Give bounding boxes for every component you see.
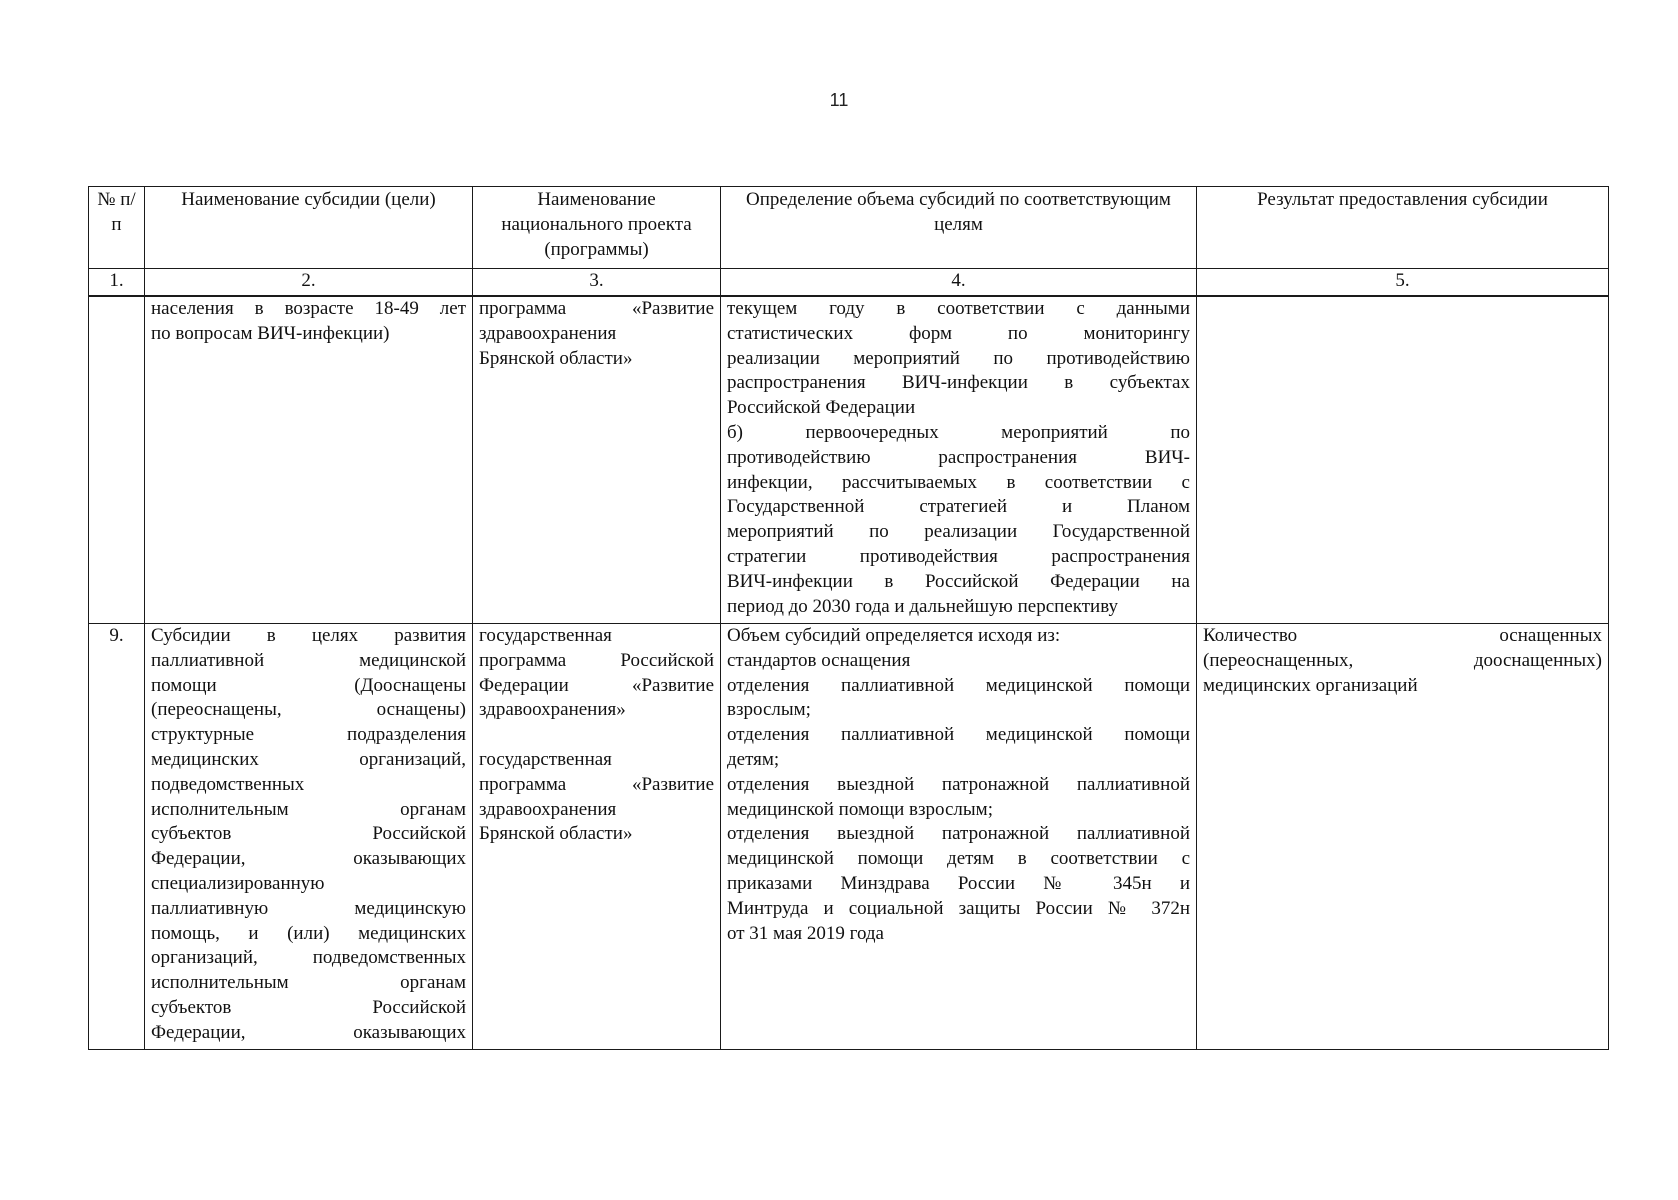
text-line: исполнительным органам [151,798,466,820]
text-line: детям; [727,748,780,770]
text-line: реализации мероприятий по противодействию [727,347,1190,369]
text-line: помощи (Дооснащены [151,674,466,696]
column-number: 3. [473,269,721,297]
text-line: Брянской области» [479,347,633,369]
text-line: подведомственных [151,773,305,795]
text-line: период до 2030 года и дальнейшую перспективу [727,595,1119,617]
column-number: 2. [145,269,473,297]
header-subsidy-name: Наименование субсидии (цели) [145,187,473,269]
text-line: здравоохранения [479,322,617,344]
text-line: Федерации «Развитие [479,674,714,696]
text-line: Федерации, оказывающих [151,1021,466,1043]
text-line: стандартов оснащения [727,649,911,671]
text-line: приказами Минздрава России № 345н и [727,872,1190,894]
text-line: здравоохранения» [479,699,626,721]
table-row [89,624,1609,1050]
header-volume-definition: Определение объема субсидий по соответствующим целям [721,187,1197,269]
row-number [89,296,145,624]
text-line: субъектов Российской [151,996,466,1018]
text-line: от 31 мая 2019 года [727,922,884,944]
subsidy-table [88,186,1609,1050]
spacer [479,723,714,748]
text-line: медицинских организаций, [151,748,466,770]
text-line: отделения паллиативной медицинской помощи [727,674,1190,696]
column-number-row [89,269,1609,297]
text-line: б) первоочередных мероприятий по [727,421,1190,443]
text-line: исполнительным органам [151,972,466,994]
text-line: здравоохранения [479,798,617,820]
text-line: мероприятий по реализации Государственной [727,521,1190,543]
volume-definition-cell [721,624,1197,1050]
text-line: населения в возрасте 18-49 лет [151,298,466,319]
column-number: 5. [1197,269,1609,297]
column-number: 1. [89,269,145,297]
result-cell [1197,624,1609,1050]
text-line: медицинской помощи детям в соответствии с [727,848,1190,870]
header-national-project: Наименование национального проекта (программы) [473,187,721,269]
text-line: программа «Развитие [479,298,714,319]
text-line: Государственной стратегией и Планом [727,496,1190,518]
table-row [89,296,1609,624]
text-line: Объем субсидий определяется исходя из: [727,625,1061,646]
text-line: взрослым; [727,699,811,721]
subsidy-name-cell [145,296,473,624]
program-cell [473,624,721,1050]
text-line: Брянской области» [479,823,633,845]
text-line: организаций, подведомственных [151,947,466,969]
row-number: 9. [89,624,145,1050]
text-line: Минтруда и социальной защиты России № 372н [727,897,1190,919]
volume-definition-cell [721,296,1197,624]
result-cell [1197,296,1609,624]
text-line: медицинских организаций [1203,674,1418,696]
text-line: по вопросам ВИЧ-инфекции) [151,322,390,344]
column-number: 4. [721,269,1197,297]
text-line: программа Российской [479,649,714,671]
text-line: противодействию распространения ВИЧ- [727,446,1190,468]
text-line: отделения выездной патронажной паллиативной [727,823,1190,845]
text-line: ВИЧ-инфекции в Российской Федерации на [727,570,1190,592]
page-number: 11 [829,90,849,110]
subsidy-name-cell [145,624,473,1050]
text-line: помощь, и (или) медицинских [151,922,466,944]
text-line: программа «Развитие [479,773,714,795]
text-line: статистических форм по мониторингу [727,322,1190,344]
text-line: стратегии противодействия распространения [727,545,1190,567]
text-line: Российской Федерации [727,397,916,419]
table-header-row [89,187,1609,269]
text-line: (переоснащенных, дооснащенных) [1203,649,1602,671]
text-line: паллиативной медицинской [151,649,466,671]
header-number: № п/п [89,187,145,269]
text-line: текущем году в соответствии с данными [727,298,1190,319]
text-line: отделения паллиативной медицинской помощи [727,724,1190,746]
text-line: Количество оснащенных [1203,625,1602,646]
text-line: структурные подразделения [151,724,466,746]
text-line: Федерации, оказывающих [151,848,466,870]
text-line: государственная [479,625,612,646]
text-line: государственная [479,748,612,770]
header-result: Результат предоставления субсидии [1197,187,1609,269]
text-line: инфекции, рассчитываемых в соответствии с [727,471,1190,493]
text-line: медицинской помощи взрослым; [727,798,993,820]
text-line: специализированную [151,872,325,894]
text-line: отделения выездной патронажной паллиативной [727,773,1190,795]
text-line: Субсидии в целях развития [151,625,466,646]
text-line: субъектов Российской [151,823,466,845]
program-cell [473,296,721,624]
text-line: (переоснащены, оснащены) [151,699,466,721]
text-line: распространения ВИЧ-инфекции в субъектах [727,372,1190,394]
text-line: паллиативную медицинскую [151,897,466,919]
